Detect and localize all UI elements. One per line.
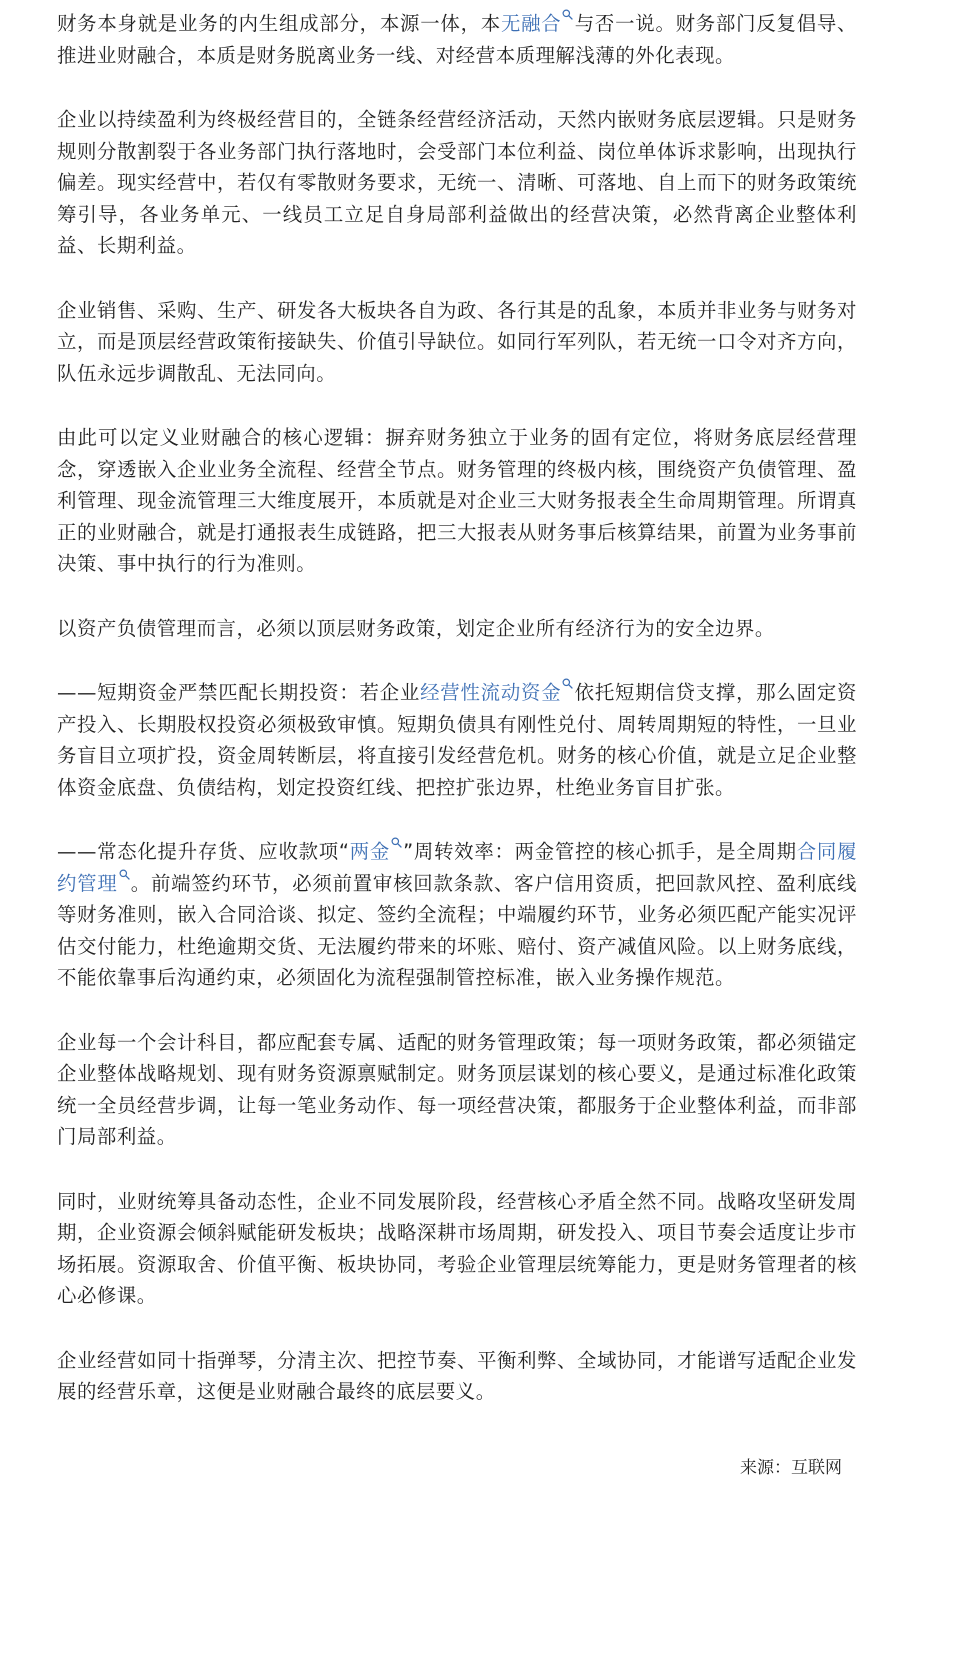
paragraph-1-text-b: 与否一说。财务部门反复倡导、推进业财融合，本质是财务脱离业务一线、对经营本质理解浅薄的外化表现。: [57, 12, 857, 67]
keyword-link-liangjin[interactable]: [350, 840, 404, 863]
paragraph-4: 由此可以定义业财融合的核心逻辑：摒弃财务独立于业务的固有定位，将财务底层经营理念，穿透嵌入企业业务全流程、经营全节点。财务管理的终极内核，围绕资产负债管理、盈利管理、现金流管理三大维度展开，本质就是对企业三大财务报表全生命周期管理。所谓真正的业财融合，就是打通报表生成链路，把三大报表从财务事后核算结果，前置为业务事前决策、事中执行的行为准则。: [57, 426, 857, 575]
paragraph-5: 以资产负债管理而言，必须以顶层财务政策，划定企业所有经济行为的安全边界。: [57, 616, 775, 640]
paragraph-2: 企业以持续盈利为终极经营目的，全链条经营经济活动，天然内嵌财务底层逻辑。只是财务规则分散割裂于各业务部门执行落地时，会受部门本位利益、岗位单体诉求影响，出现执行偏差。现实经营中，若仅有零散财务要求，无统一、清晰、可落地、自上而下的财务政策统筹引导，各业务单元、一线员工立足自身局部利益做出的经营决策，必然背离企业整体利益、长期利益。: [57, 108, 857, 257]
keyword-link-label: 经营性流动资金: [420, 681, 562, 704]
search-icon: [391, 837, 402, 848]
paragraph-8: 企业每一个会计科目，都应配套专属、适配的财务管理政策；每一项财务政策，都必须锚定企业整体战略规划、现有财务资源禀赋制定。财务顶层谋划的核心要义，是通过标准化政策统一全员经营步调，让每一笔业务动作、每一项经营决策，都服务于企业整体利益，而非部门局部利益。: [57, 1030, 857, 1148]
paragraph-6: [57, 677, 857, 803]
paragraph-3: 企业销售、采购、生产、研发各大板块各自为政、各行其是的乱象，本质并非业务与财务对立，而是顶层经营政策衔接缺失、价值引导缺位。如同行军列队，若无统一口令对齐方向，队伍永远步调散乱、无法同向。: [57, 298, 857, 385]
paragraph-7-text-c: 。前端签约环节，必须前置审核回款条款、客户信用资质，把回款风控、盈利底线等财务准则，嵌入合同洽谈、拟定、签约全流程；中端履约环节，业务必须匹配产能实况评估交付能力，杜绝逾期交货、无法履约带来的坏账、赔付、资产减值风险。以上财务底线，不能依靠事后沟通约束，必须固化为流程强制管控标准，嵌入业务操作规范。: [57, 871, 857, 989]
search-icon: [562, 9, 573, 20]
paragraph-6-text-a: ——短期资金严禁匹配长期投资：若企业: [57, 681, 421, 704]
paragraph-9: 同时，业财统筹具备动态性，企业不同发展阶段，经营核心矛盾全然不同。战略攻坚研发周期，企业资源会倾斜赋能研发板块；战略深耕市场周期，研发投入、项目节奏会适度让步市场拓展。资源取舍、价值平衡、板块协同，考验企业管理层统筹能力，更是财务管理者的核心必修课。: [57, 1189, 857, 1307]
search-icon: [119, 869, 130, 880]
paragraph-6-text-b: 依托短期信贷支撑，那么固定资产投入、长期股权投资必须极致审慎。短期负债具有刚性兑付、周转周期短的特性，一旦业务盲目立项扩投，资金周转断层，将直接引发经营危机。财务的核心价值，就是立足企业整体资金底盘、负债结构，划定投资红线、把控扩张边界，杜绝业务盲目扩张。: [57, 681, 857, 799]
search-icon: [562, 678, 573, 689]
paragraph-1-text-a: 财务本身就是业务的内生组成部分，本源一体，本: [57, 12, 501, 35]
paragraph-7-text-b: ”周转效率：两金管控的核心抓手，是全周期: [403, 840, 797, 863]
paragraph-7: [57, 836, 857, 994]
keyword-link-wurongh[interactable]: [501, 12, 575, 35]
paragraph-10: 企业经营如同十指弹琴，分清主次、把控节奏、平衡利弊、全域协同，才能谱写适配企业发展的经营乐章，这便是业财融合最终的底层要义。: [57, 1348, 857, 1403]
keyword-link-label: 无融合: [500, 12, 562, 35]
keyword-link-label: 两金: [349, 840, 391, 863]
paragraph-7-text-a: ——常态化提升存货、应收款项“: [57, 840, 350, 863]
paragraph-1: [57, 8, 857, 71]
article-body: [57, 8, 857, 1441]
source-attribution: 来源：互联网: [740, 1458, 842, 1478]
keyword-link-label: 合同履约管理: [57, 840, 858, 895]
keyword-link-working-capital[interactable]: [420, 681, 574, 704]
